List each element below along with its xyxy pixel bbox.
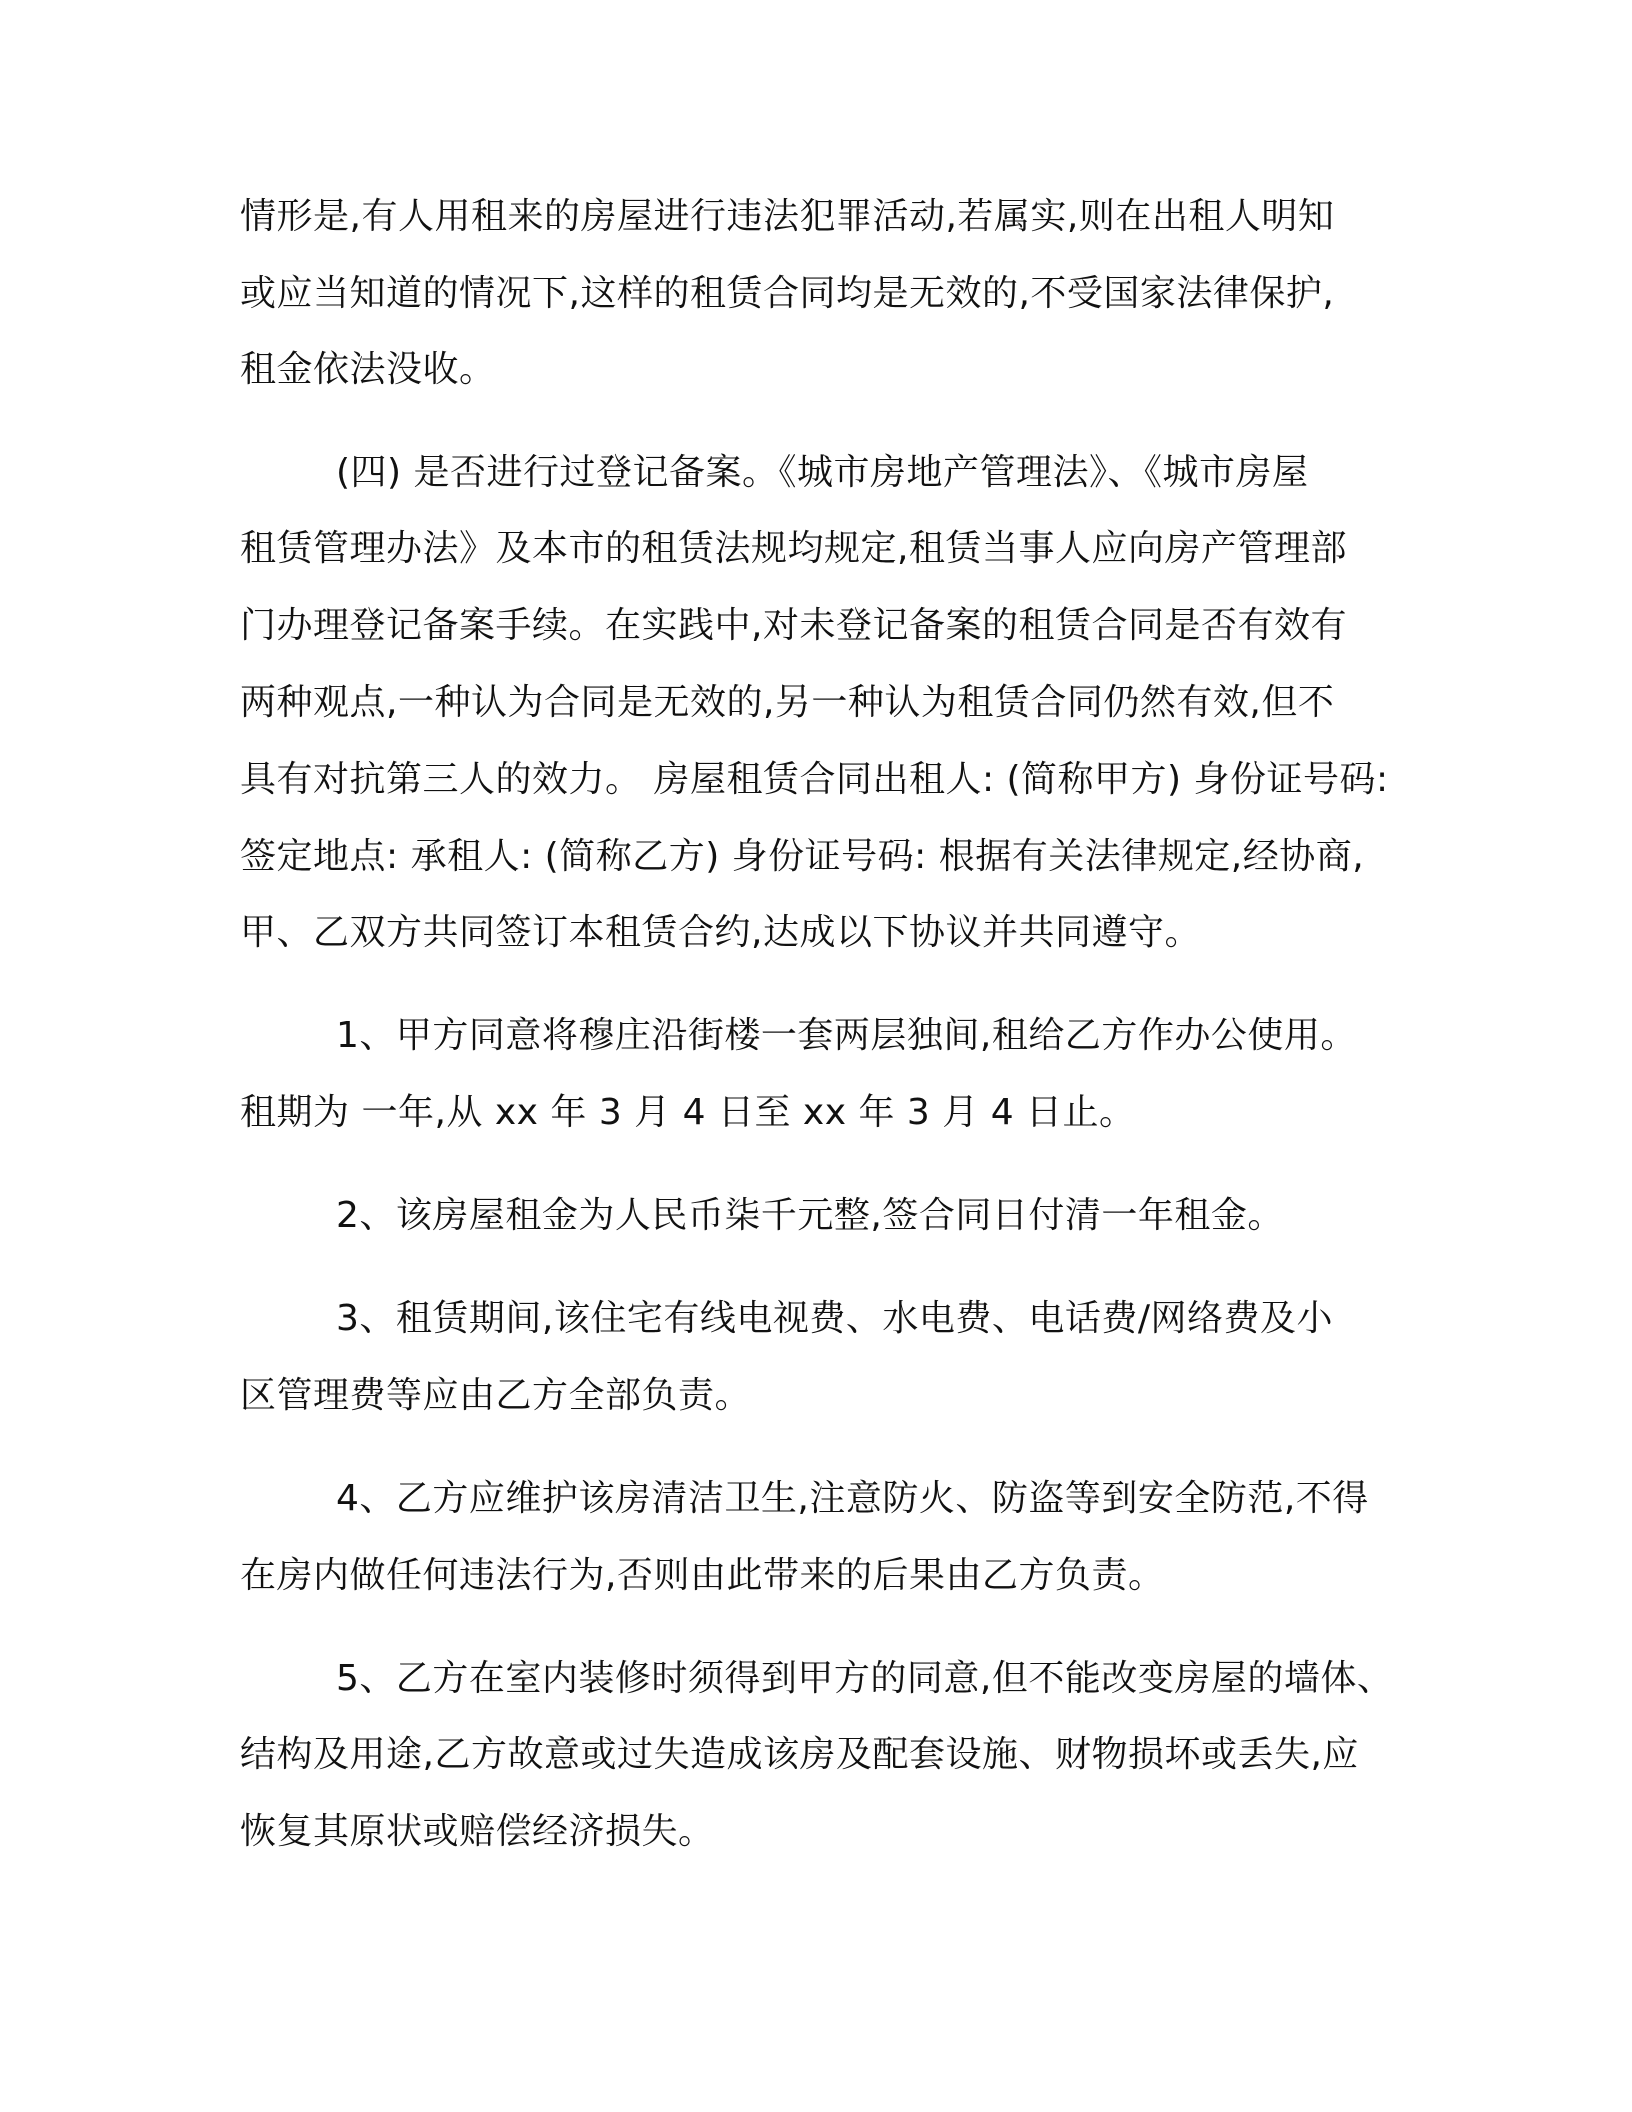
text-line: 2、该房屋租金为人民币柒千元整,签合同日付清一年租金。 (336, 1195, 1284, 1236)
text-line: 5、乙方在室内装修时须得到甲方的同意,但不能改变房屋的墙体、 (336, 1658, 1394, 1699)
text-line: 区管理费等应由乙方全部负责。 (240, 1375, 752, 1416)
text-line: 签定地点: 承租人: (简称乙方) 身份证号码: 根据有关法律规定,经协商, (240, 836, 1365, 877)
text-line: 结构及用途,乙方故意或过失造成该房及配套设施、财物损坏或丢失,应 (240, 1734, 1359, 1775)
text-line: 在房内做任何违法行为,否则由此带来的后果由乙方负责。 (240, 1555, 1165, 1596)
text-line: 租赁管理办法》及本市的租赁法规均规定,租赁当事人应向房产管理部 (240, 528, 1347, 569)
text-line: (四) 是否进行过登记备案。《城市房地产管理法》、《城市房屋 (336, 452, 1309, 493)
text-line: 租期为 一年,从 xx 年 3 月 4 日至 xx 年 3 月 4 日止。 (240, 1092, 1136, 1133)
text-line: 两种观点,一种认为合同是无效的,另一种认为租赁合同仍然有效,但不 (240, 682, 1335, 723)
text-line: 租金依法没收。 (240, 349, 496, 390)
text-line: 情形是,有人用租来的房屋进行违法犯罪活动,若属实,则在出租人明知 (240, 196, 1335, 237)
text-line: 4、乙方应维护该房清洁卫生,注意防火、防盗等到安全防范,不得 (336, 1478, 1369, 1519)
text-line: 门办理登记备案手续。在实践中,对未登记备案的租赁合同是否有效有 (240, 605, 1347, 646)
text-line: 1、甲方同意将穆庄沿街楼一套两层独间,租给乙方作办公使用。 (336, 1015, 1357, 1056)
text-line: 恢复其原状或赔偿经济损失。 (240, 1811, 715, 1852)
text-line: 3、租赁期间,该住宅有线电视费、水电费、电话费/网络费及小 (336, 1298, 1333, 1339)
text-line: 具有对抗第三人的效力。 房屋租赁合同出租人: (简称甲方) 身份证号码: (240, 759, 1389, 800)
text-line: 甲、乙双方共同签订本租赁合约,达成以下协议并共同遵守。 (240, 912, 1201, 953)
text-line: 或应当知道的情况下,这样的租赁合同均是无效的,不受国家法律保护, (240, 273, 1335, 314)
